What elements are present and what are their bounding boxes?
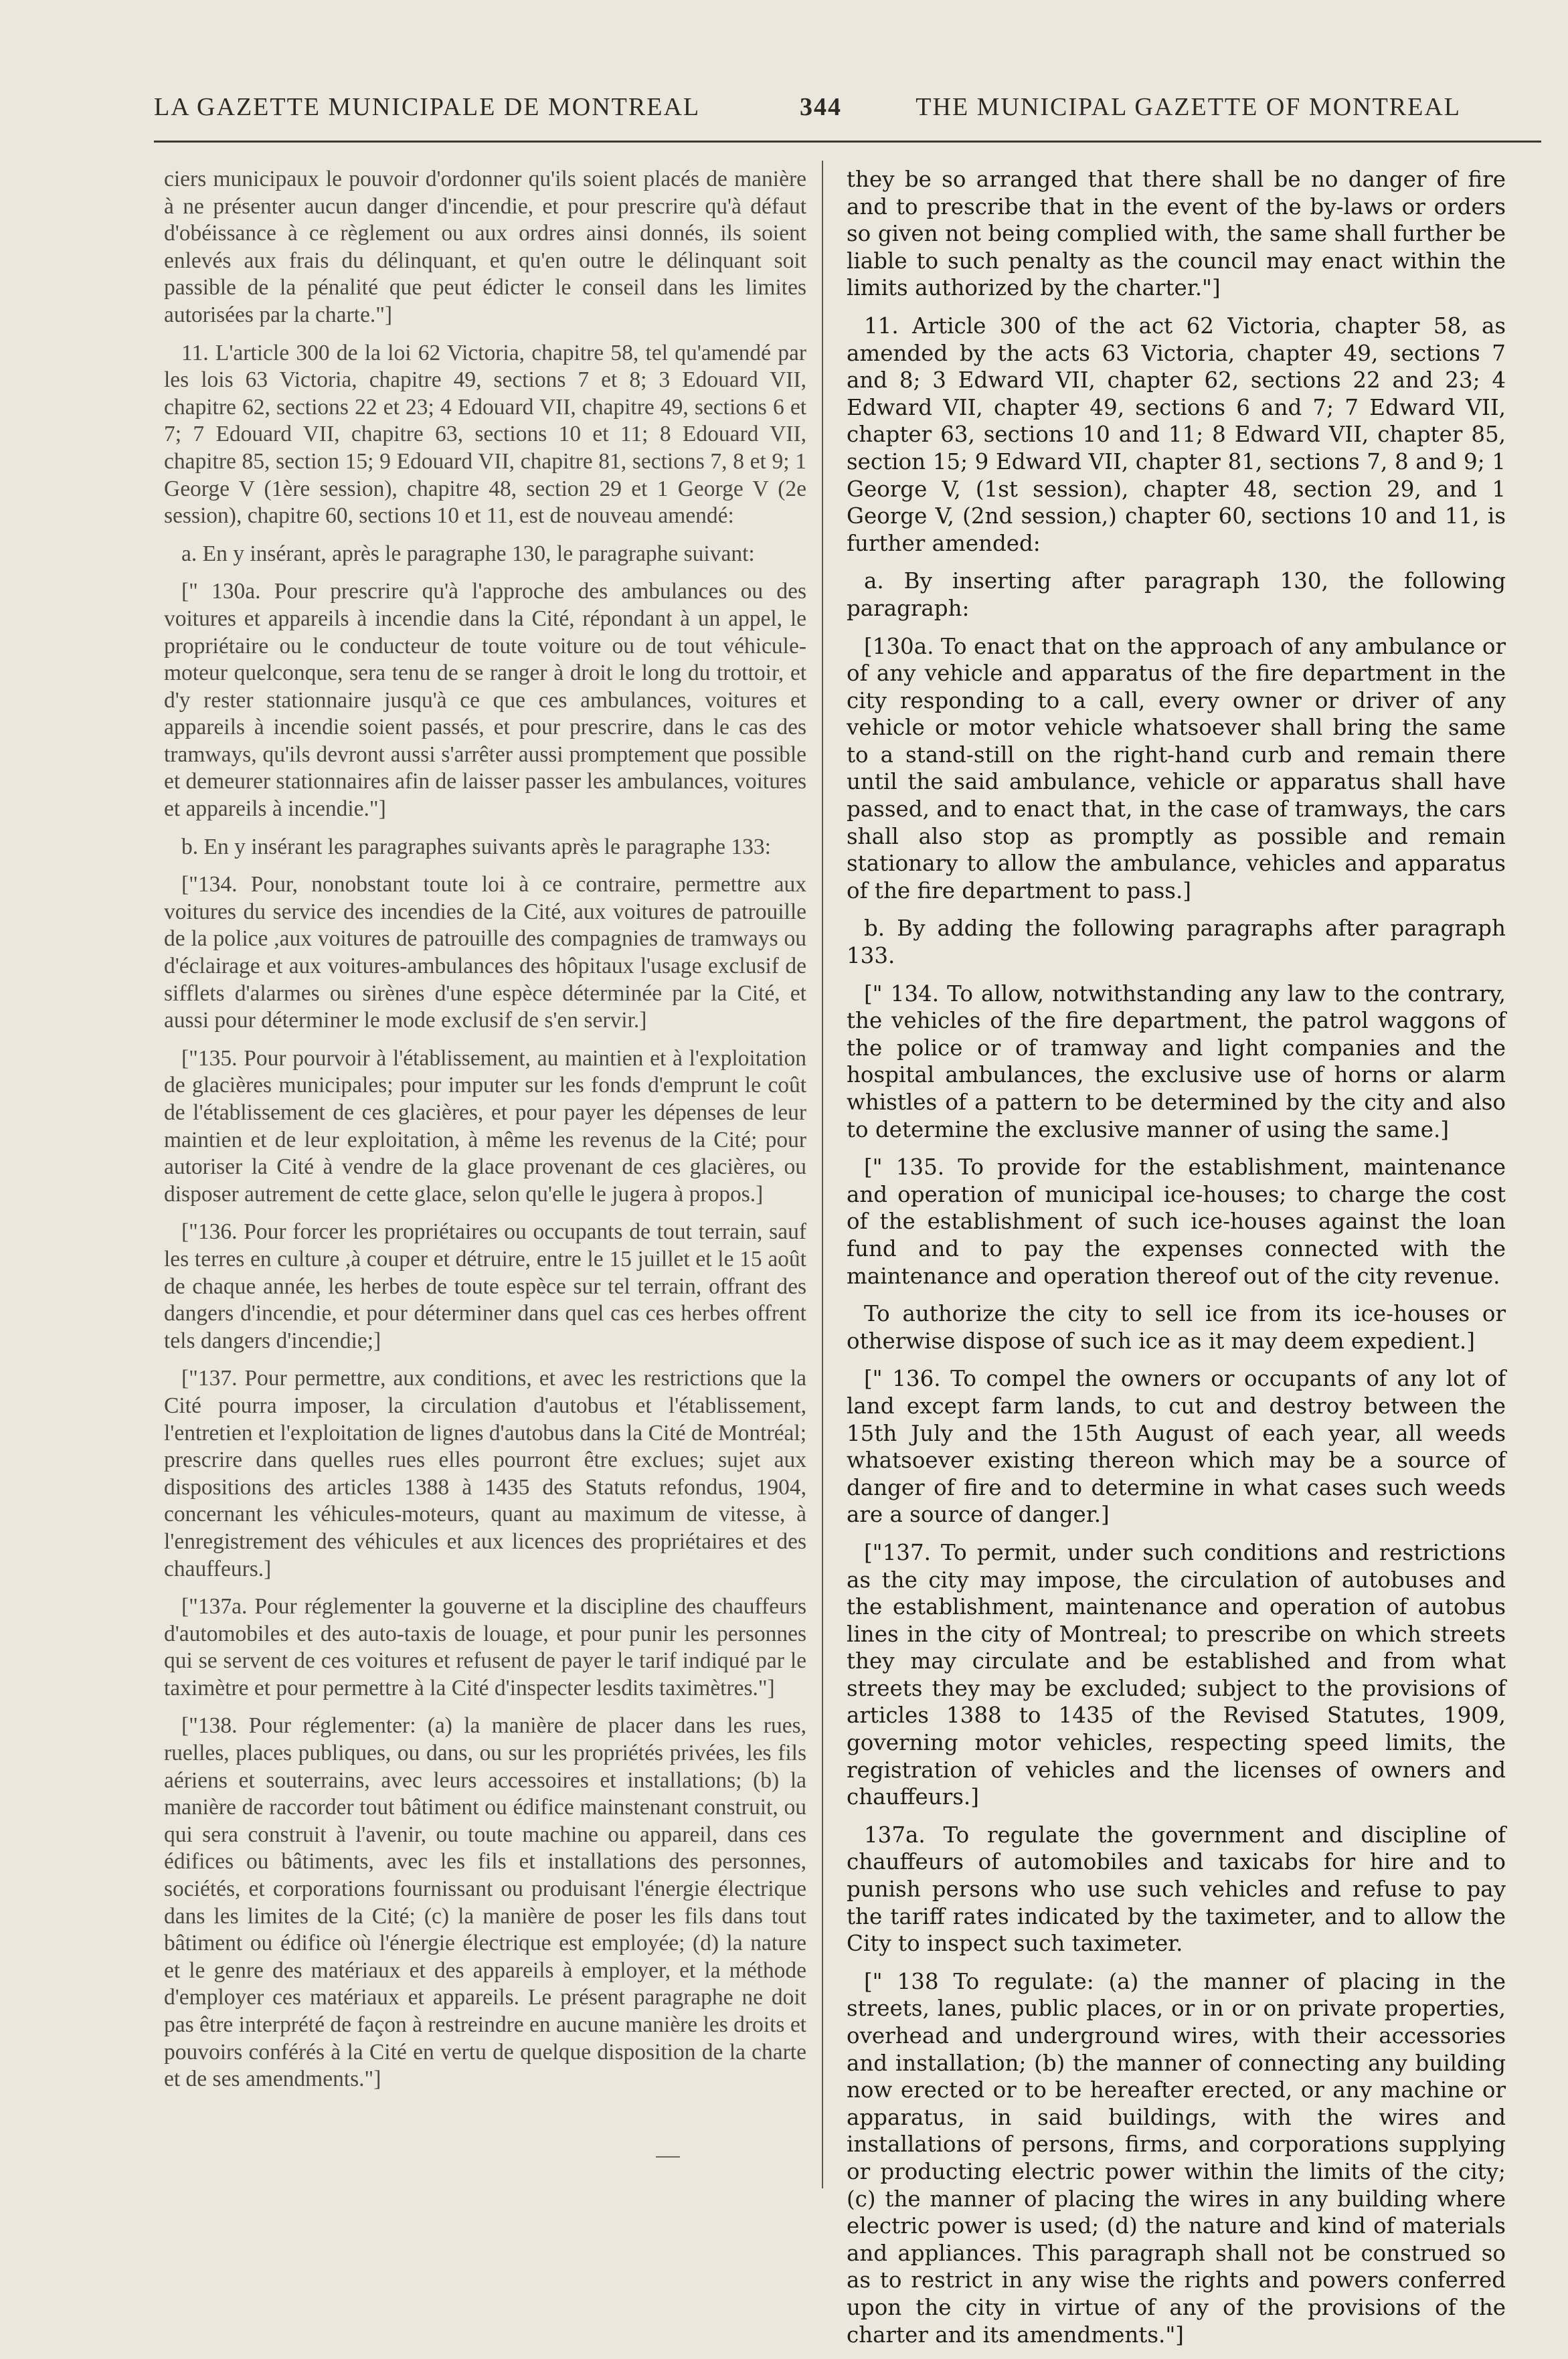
- french-paragraph: ["136. Pour forcer les propriétaires ou occupants de tout terrain, sauf les terres en culture ,à couper et détruire, entre le 15 juillet et le 15 août de chaque année, les herbes de toute espèce sur tel terrain, offrant des dangers d'incendie, et pour déterminer dans quel cas ces herbes offrent tels dangers d'incendie;]: [164, 1219, 806, 1353]
- column-divider: [822, 161, 823, 2188]
- english-paragraph: ["137. To permit, under such conditions and restrictions as the city may impose, the circulation of autobuses and the establishment, maintenance and operation of autobus lines in the city of Montreal; to prescribe on which streets they may circulate and be established and from what streets they may be excluded; subject to the provisions of articles 1388 to 1435 of the Revised Statutes, 1909, governing motor vehicles, respecting speed limits, the registration of vehicles and the licenses of owners and chauffeurs.]: [847, 1539, 1506, 1810]
- english-paragraph: b. By adding the following paragraphs after paragraph 133.: [847, 915, 1506, 969]
- english-column: [847, 166, 1506, 2359]
- english-paragraph: [" 136. To compel the owners or occupants of any lot of land except farm lands, to cut and destroy between the 15th July and the 15th August of each year, all weeds whatsoever existing thereon which may be a source of danger of fire and to determine in what cases such weeds are a source of danger.]: [847, 1366, 1506, 1528]
- english-paragraph: a. By inserting after paragraph 130, the following paragraph:: [847, 568, 1506, 621]
- french-paragraph: ["137a. Pour réglementer la gouverne et la discipline des chauffeurs d'automobiles et des auto-taxis de louage, et pour punir les personnes qui se servent de ces voitures et refusent de payer le tarif indiqué par le taximètre et pour permettre à la Cité d'inspecter lesdits taximètres."]: [164, 1594, 806, 1700]
- french-paragraph: ["135. Pour pourvoir à l'établissement, au maintien et à l'exploitation de glacières municipales; pour imputer sur les fonds d'emprunt le coût de l'établissement de ces glacières, et pour payer les dépenses de leur maintien et de leur exploitation, à même les revenus de la Cité; pour autoriser la Cité à vendre de la glace provenant de ces glacières, ou disposer autrement de cette glace, selon qu'elle le jugera à propos.]: [164, 1045, 806, 1207]
- english-paragraph: [" 134. To allow, notwithstanding any law to the contrary, the vehicles of the fire department, the patrol waggons of the police or of tramway and light companies and the hospital ambulances, the exclusive use of horns or alarm whistles of a pattern to be determined by the city and also to determine the exclusive manner of using the same.]: [847, 980, 1506, 1142]
- english-paragraph: 11. Article 300 of the act 62 Victoria, chapter 58, as amended by the acts 63 Victoria, chapter 49, sections 7 and 8; 3 Edward VII, chapter 62, sections 22 and 23; 4 Edward VII, chapter 49, sections 6 and 7; 7 Edward VII, chapter 63, sections 10 and 11; 8 Edward VII, chapter 85, section 15; 9 Edward VII, chapter 81, sections 7, 8 and 9; 1 George V, (1st session), chapter 48, section 29, and 1 George V, (2nd session,) chapter 60, sections 10 and 11, is further amended:: [847, 313, 1506, 556]
- english-paragraph: they be so arranged that there shall be no danger of fire and to prescribe that in the event of the by-laws or orders so given not being complied with, the same shall further be liable to such penalty as the council may enact within the limits authorized by the charter."]: [847, 167, 1506, 301]
- header-english-title: THE MUNICIPAL GAZETTE OF MONTREAL: [916, 93, 1461, 121]
- french-paragraph: b. En y insérant les paragraphes suivants après le paragraphe 133:: [181, 834, 771, 859]
- french-paragraph: 11. L'article 300 de la loi 62 Victoria, chapitre 58, tel qu'amendé par les lois 63 Victoria, chapitre 49, sections 7 et 8; 3 Edouard VII, chapitre 62, sections 22 et 23; 4 Edouard VII, chapitre 49, sections 6 et 7; 7 Edouard VII, chapitre 63, sections 10 et 11; 8 Edouard VII, chapitre 85, section 15; 9 Edouard VII, chapitre 81, sections 7, 8 et 9; 1 George V (1ère session), chapitre 48, section 29 et 1 George V (2e session), chapitre 60, sections 10 et 11, est de nouveau amendé:: [164, 340, 806, 529]
- english-paragraph: [" 135. To provide for the establishment, maintenance and operation of municipal ice-houses; to charge the cost of the establishment of such ice-houses against the loan fund and to pay the expenses connected with the maintenance and operation thereof out of the city revenue.: [847, 1154, 1506, 1289]
- french-paragraph: ["134. Pour, nonobstant toute loi à ce contraire, permettre aux voitures du service des incendies de la Cité, aux voitures de patrouille de la police ,aux voitures de patrouille des compagnies de tramways ou d'éclairage et aux voitures-ambulances des hôpitaux l'usage exclusif de sifflets d'alarmes ou sirènes d'une espèce déterminée par la Cité, et aussi pour déterminer le mode exclusif de s'en servir.]: [164, 872, 806, 1033]
- french-paragraph: ciers municipaux le pouvoir d'ordonner qu'ils soient placés de manière à ne présenter aucun danger d'incendie, et pour prescrire qu'à défaut d'obéissance à ce règlement ou aux ordres ainsi donnés, ils soient enlevés aux frais du délinquant, et qu'en outre le délinquant soit passible de la pénalité que peut édicter le conseil dans les limites autorisées par la charte."]: [164, 167, 806, 327]
- english-paragraph: To authorize the city to sell ice from its ice-houses or otherwise dispose of such ice as it may deem expedient.]: [847, 1301, 1506, 1354]
- english-paragraph: [" 138 To regulate: (a) the manner of placing in the streets, lanes, public places, or in or on private properties, overhead and underground wires, with their accessories and installation; (b) the manner of connecting any building now erected or to be hereafter erected, or any machine or apparatus, in said buildings, with the wires and installations of persons, firms, and corporations supplying or producting electric power within the limits of the city; (c) the manner of placing the wires in any building where electric power is used; (d) the nature and kind of materials and appliances. This paragraph shall not be construed so as to restrict in any wise the rights and powers conferred upon the city in virtue of any of the provisions of the charter and its amendments."]: [847, 1968, 1506, 2348]
- page-number: 344: [800, 93, 842, 121]
- french-paragraph: ["137. Pour permettre, aux conditions, et avec les restrictions que la Cité pourra imposer, la circulation d'autobus et l'établissement, l'entretien et l'exploitation de lignes d'autobus dans la Cité de Montréal; prescrire dans quelles rues elles pourront être exclues; sujet aux dispositions des articles 1388 à 1435 des Statuts refondus, 1904, concernant les véhicules-moteurs, quant au maximum de vitesse, à l'enregistrement des véhicules et aux licences des propriétaires et des chauffeurs.]: [164, 1366, 806, 1581]
- header-rule: [154, 141, 1541, 143]
- footer-mark: [656, 2156, 680, 2158]
- english-paragraph: 137a. To regulate the government and discipline of chauffeurs of automobiles and taxicabs for hire and to punish persons who use such vehicles and refuse to pay the tariff rates indicated by the taximeter, and to allow the City to inspect such taximeter.: [847, 1822, 1506, 1957]
- english-paragraph: [130a. To enact that on the approach of any ambulance or of any vehicle and apparatus of the fire department in the city responding to a call, every owner or driver of any vehicle or motor vehicle whatsoever shall bring the same to a stand-still on the right-hand curb and remain there until the said ambulance, vehicle or apparatus shall have passed, and to enact that, in the case of tramways, the cars shall also stop as promptly as possible and remain stationary to allow the ambulance, vehicles and apparatus of the fire department to pass.]: [847, 633, 1506, 903]
- running-head: [154, 92, 1501, 133]
- french-paragraph: ["138. Pour réglementer: (a) la manière de placer dans les rues, ruelles, places publiques, ou dans, ou sur les propriétés privées, les fils aériens et souterrains, avec leurs accessoires et installations; (b) la manière de raccorder tout bâtiment ou édifice mainstenant construit, ou qui sera construit à l'avenir, ou toute machine ou appareil, dans ces édifices ou bâtiments, avec les fils et installations des personnes, sociétés, et corporations fournissant ou produisant l'énergie électrique dans les limites de la Cité; (c) la manière de poser les fils dans tout bâtiment ou édifice où l'énergie électrique est employée; (d) la nature et le genre des matériaux et des appareils à employer, et la méthode d'employer ces matériaux et appareils. Le présent paragraphe ne doit pas être interprété de façon à restreindre en aucune manière les droits et pouvoirs conférés à la Cité en vertu de quelque disposition de la charte et de ses amendments."]: [164, 1713, 806, 2092]
- french-paragraph: a. En y insérant, après le paragraphe 130, le paragraphe suivant:: [181, 541, 755, 566]
- french-column: [164, 166, 806, 2104]
- french-paragraph: [" 130a. Pour prescrire qu'à l'approche des ambulances ou des voitures et appareils à incendie dans la Cité, répondant à un appel, le propriétaire ou le conducteur de toute voiture ou de tout véhicule-moteur quelconque, sera tenu de se ranger à droit le long du trottoir, et d'y rester stationnaire jusqu'à ce que ces ambulances, voitures et appareils à incendie soient passés, et pour prescrire, dans le cas des tramways, qu'ils devront aussi s'arrêter aussi promptement que possible et demeurer stationnaires afin de laisser passer les ambulances, voitures et appareils à incendie."]: [164, 579, 806, 822]
- header-french-title: LA GAZETTE MUNICIPALE DE MONTREAL: [154, 93, 701, 121]
